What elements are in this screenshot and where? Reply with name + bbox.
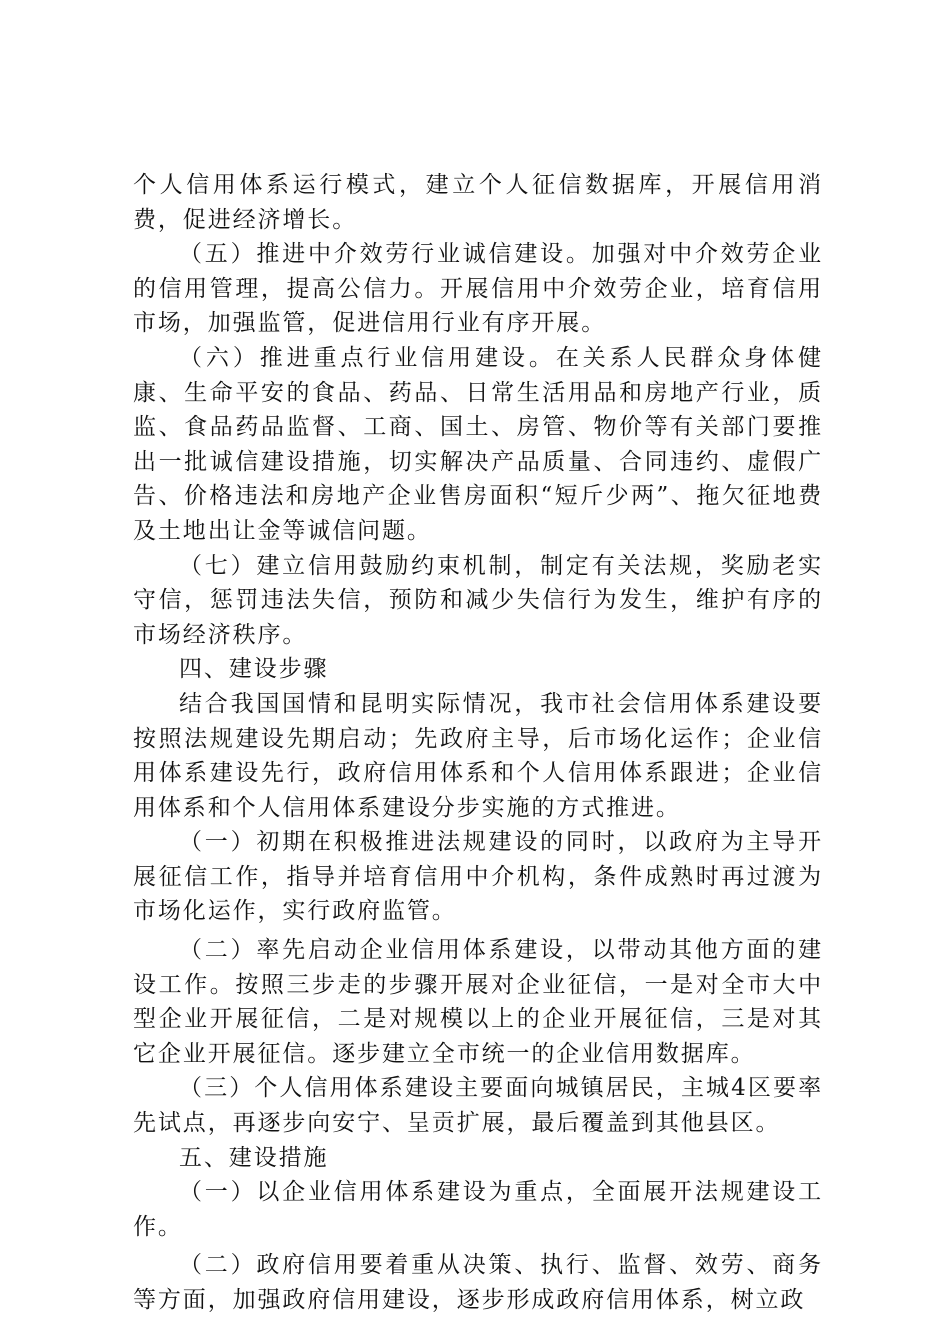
section-heading-5: 五、建设措施 (179, 1144, 329, 1171)
document-body (133, 168, 823, 1318)
paragraph-continuation: 个人信用体系运行模式，建立个人征信数据库，开展信用消费，促进经济增长。 (133, 172, 823, 233)
section-heading-4: 四、建设步骤 (179, 656, 329, 683)
paragraph-step-1: （一）初期在积极推进法规建设的同时，以政府为主导开展征信工作，指导并培育信用中介机构，条件成熟时再过渡为市场化运作，实行政府监管。 (133, 829, 823, 925)
paragraph-measure-1: （一）以企业信用体系建设为重点，全面展开法规建设工作。 (133, 1179, 823, 1240)
paragraph-measure-2: （二）政府信用要着重从决策、执行、监督、效劳、商务等方面，加强政府信用建设，逐步形成政府信用体系，树立政 (133, 1252, 823, 1313)
paragraph-step-3: （三）个人信用体系建设主要面向城镇居民，主城4区要率先试点，再逐步向安宁、呈贡扩展，最后覆盖到其他县区。 (133, 1075, 823, 1137)
paragraph-section-4-intro: 结合我国国情和昆明实际情况，我市社会信用体系建设要按照法规建设先期启动；先政府主导，后市场化运作；企业信用体系建设先行，政府信用体系和个人信用体系跟进；企业信用体系和个人信用体系建设分步实施的方式推进。 (133, 690, 823, 821)
paragraph-item-7: （七）建立信用鼓励约束机制，制定有关法规，奖励老实守信，惩罚违法失信，预防和减少失信行为发生，维护有序的市场经济秩序。 (133, 552, 823, 648)
paragraph-item-5: （五）推进中介效劳行业诚信建设。加强对中介效劳企业的信用管理，提高公信力。开展信用中介效劳企业，培育信用市场，加强监管，促进信用行业有序开展。 (133, 241, 823, 337)
paragraph-step-2: （二）率先启动企业信用体系建设，以带动其他方面的建设工作。按照三步走的步骤开展对企业征信，一是对全市大中型企业开展征信，二是对规模以上的企业开展征信，三是对其它企业开展征信。逐步建立全市统一的企业信用数据库。 (133, 937, 823, 1067)
paragraph-item-6: （六）推进重点行业信用建设。在关系人民群众身体健康、生命平安的食品、药品、日常生活用品和房地产行业，质监、食品药品监督、工商、国土、房管、物价等有关部门要推出一批诚信建设措施，切实解决产品质量、合同违约、虚假广告、价格违法和房地产企业售房面积“短斤少两”、拖欠征地费及土地出让金等诚信问题。 (133, 344, 823, 544)
